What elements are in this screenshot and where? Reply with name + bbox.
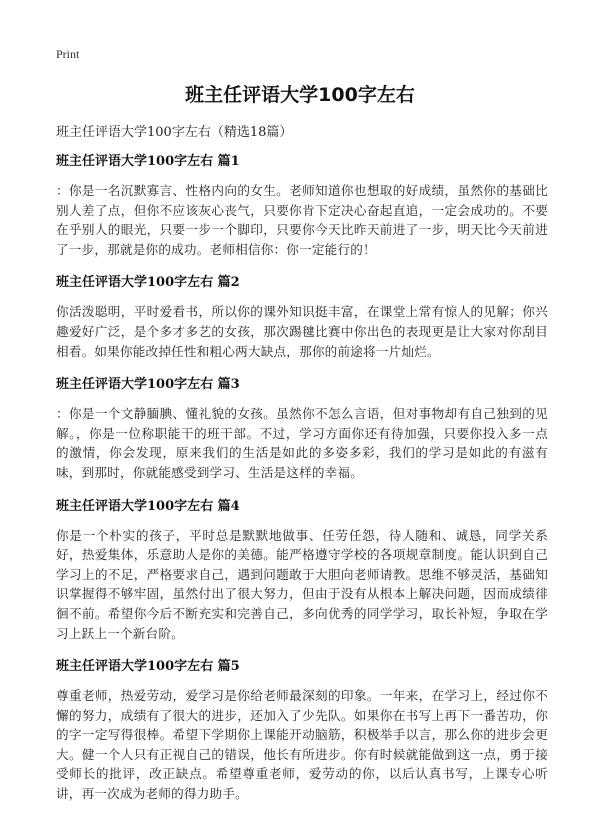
section-body: ：你是一个文静腼腆、懂礼貌的女孩。虽然你不怎么言语，但对事物却有自己独到的见解。，你是一位称职能干的班干部。不过，学习方面你还有待加强，只要你投入多一点的激情，你会发现，原来我们的生活是如此的多姿多彩，我们的学习是如此的有滋有味，到那时，你就能感受到学习、生活是这样的幸福。: [56, 406, 548, 480]
section-body: 你活泼聪明，平时爱看书，所以你的课外知识挺丰富，在课堂上常有惊人的见解；你兴趣爱好广泛，是个多才多艺的女孩，那次踢毽比赛中你出色的表现更是让大家对你刮目相看。如果你能改掉任性和粗心两大缺点，那你的前途将一片灿烂。: [56, 304, 548, 359]
section-heading: 班主任评语大学100字左右 篇2: [56, 275, 240, 291]
section-5: [56, 655, 548, 804]
document-subtitle: 班主任评语大学100字左右（精选18篇）: [56, 125, 293, 140]
section-3: [56, 373, 548, 482]
section-body: 你是一个朴实的孩子，平时总是默默地做事、任劳任怨，待人随和、诚恳，同学关系好，热爱集体，乐意助人是你的美德。能严格遵守学校的各项规章制度。能认识到自己学习上的不足，严格要求自己，遇到问题敢于大胆向老师请教。思维不够灵活，基础知识掌握得不够牢固，虽然付出了很大努力，但由于没有从根本上解决问题，因而成绩徘徊不前。希望你今后不断充实和完善自己，多向优秀的同学学习，取长补短，争取在学习上跃上一个新台阶。: [56, 527, 548, 641]
section-heading: 班主任评语大学100字左右 篇5: [56, 659, 240, 675]
section-body: ：你是一名沉默寡言、性格内向的女生。老师知道你也想取的好成绩，虽然你的基础比别人差了点，但你不应该灰心丧气，只要你肯下定决心奋起直追，一定会成功的。不要在乎别人的眼光，只要一步一个脚印，只要你今天比昨天前进了一步，明天比今天前进了一步，那就是你的成功。老师相信你：你一定能行的！: [56, 183, 548, 257]
sections-container: [56, 150, 548, 814]
section-4: [56, 495, 548, 644]
section-heading: 班主任评语大学100字左右 篇3: [56, 377, 240, 393]
section-heading: 班主任评语大学100字左右 篇4: [56, 498, 240, 514]
page-title: 班主任评语大学100字左右: [185, 84, 415, 106]
section-heading: 班主任评语大学100字左右 篇1: [56, 154, 240, 169]
section-body: 尊重老师，热爱劳动，爱学习是你给老师最深刻的印象。一年来，在学习上，经过你不懈的努力，成绩有了很大的进步，还加入了少先队。如果你在书写上再下一番苦功，你的字一定写得很棒。希望下学期你上课能开动脑筋，积极举手以言，那么你的进步会更大。健一个人只有正视自己的错误，他长有所进步。你有时候就能做到这一点，勇于接受师长的批评，改正缺点。希望尊重老师，爱劳动的你，以后认真书写，上课专心听讲，再一次成为老师的得力助手。: [56, 688, 548, 802]
section-2: [56, 271, 548, 361]
print-label: Print: [56, 47, 80, 61]
section-1: [56, 150, 548, 259]
